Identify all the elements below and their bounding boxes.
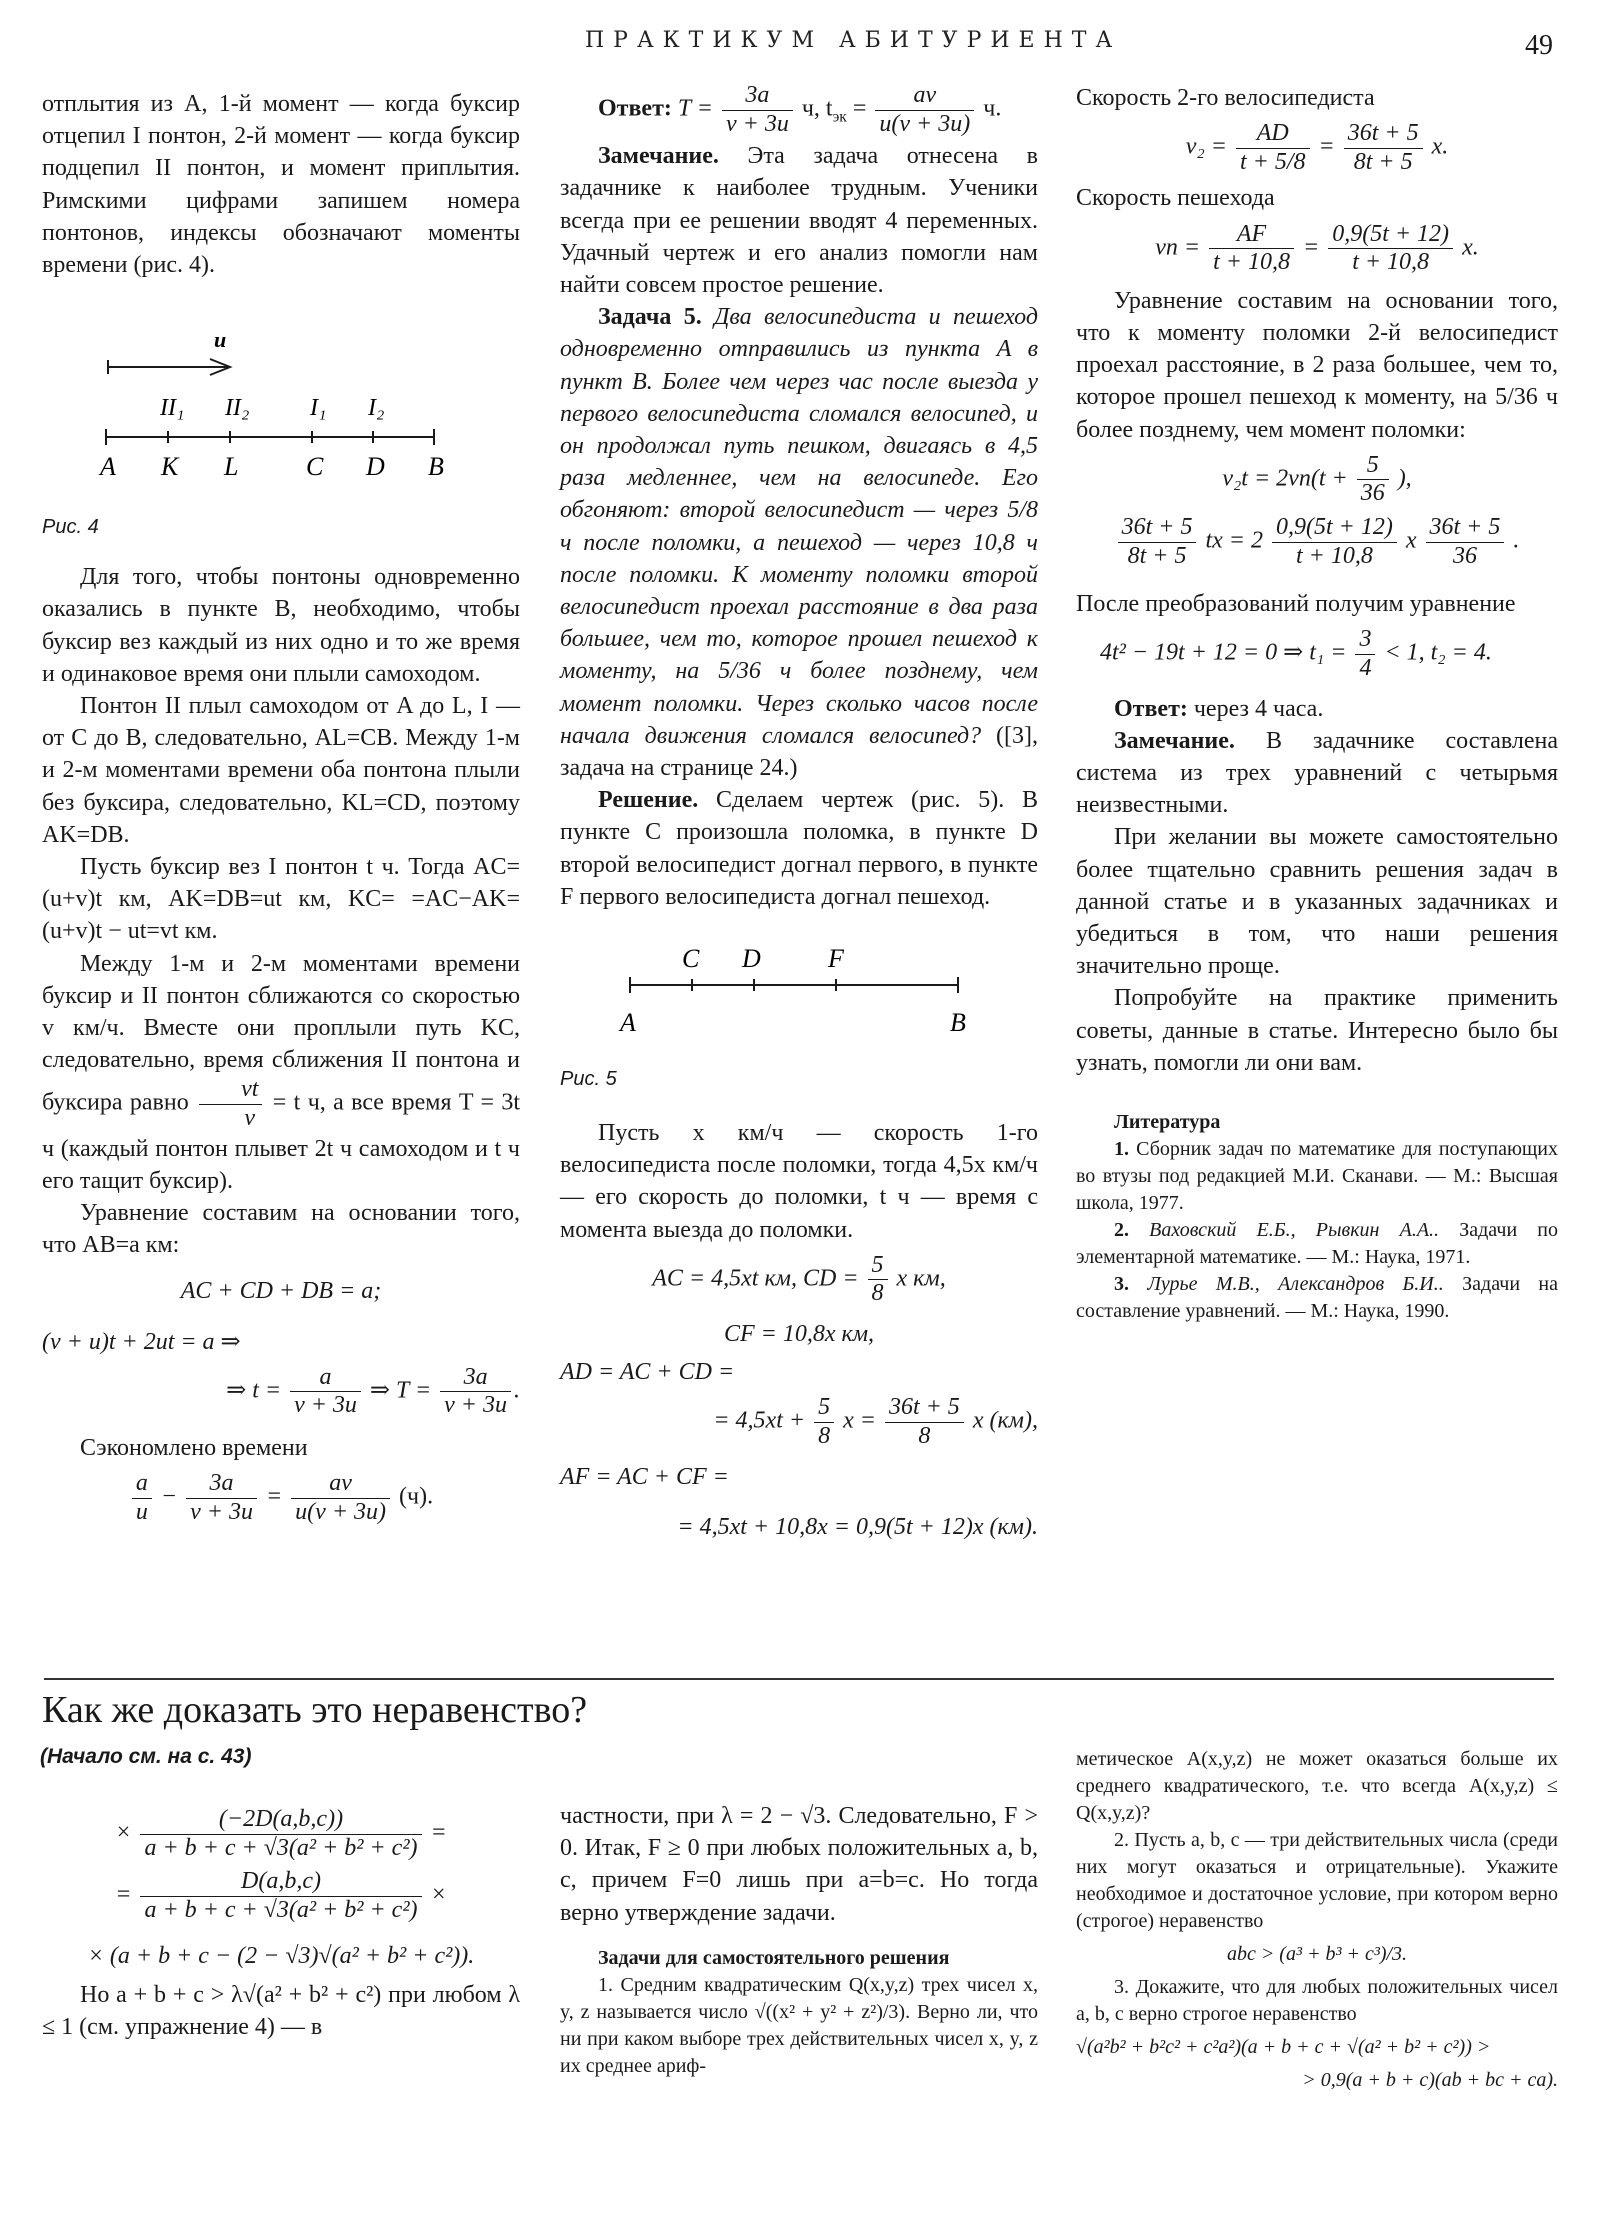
paragraph: Скорость пешехода [1076,185,1275,212]
reference-item: 3. Лурье М.В., Александров Б.И.. Задачи на составление уравнений. — М.: Наука, 1990. [1076,1273,1558,1322]
section2-column-3 [1076,1746,1558,2100]
svg-text:B: B [428,452,444,482]
paragraph: Пусть буксир вез I понтон t ч. Тогда AC=(u+v)t км, AK=DB=ut км, KC= =AC−AK=(u+v)t − ut=vt км. [42,854,520,945]
paragraph: Пусть x км/ч — скорость 1-го велосипедиста после поломки, тогда 4,5x км/ч — его скорость до поломки, t ч — время с момента выезда до поломки. [560,1120,1038,1243]
paragraph: Скорость 2-го велосипедиста [1076,85,1375,111]
fraction: $\frac{vt}{v}$ [199,1076,262,1132]
paragraph: Уравнение составим на основании того, что к моменту поломки 2-й велосипедист проехал расстояние, в 2 раза большее, чем то, которое прошел пешеход к моменту, на 5/36 ч более позднему, чем момент поломки: [1076,287,1558,443]
equation: 4t² − 19t + 12 = 0 ⇒ t₁ = $\frac{3}{4}$ < 1, t₂ = 4. [1100,626,1492,681]
equation: AC = 4,5xt км, CD = $\frac{5}{8}$ x км, [652,1251,946,1307]
figure-5-caption: Рис. 5 [560,1068,617,1091]
svg-text:C: C [306,452,324,482]
references [1076,1109,1558,1325]
svg-text:L: L [224,452,239,482]
equation: CF = 10,8x км, [723,1321,875,1348]
equation: abc > (a³ + b³ + c³)/3. [1226,1943,1408,1965]
figure-5-diagram [560,933,1038,1043]
svg-text:II₁: II₁ [160,395,185,422]
svg-text:F: F [828,944,844,974]
figure-4 [42,295,520,545]
intro-paragraph: отплытия из A, 1-й момент — когда буксир отцепил I понтон, 2-й момент — когда буксир подцепил II понтон, и момент приплытия. Римскими цифрами запишем номера понтонов, индексы обозначают моменты времени (рис. 4). [42,91,520,279]
task-2: 2. Пусть a, b, c — три действительных числа (среди них могут оказаться и отрицательные). Укажите необходимое и достаточное условие, при котором верно (строгое) неравенство [1076,1829,1558,1932]
equation-vp: vп = $\frac{AF}{t + 10,8}$ = $\frac{0,9(5t + 12)}{t + 10,8}$ x. [1155,220,1479,276]
answer-line: Ответ: T = $\frac{3a}{v + 3u}$ ч, $t_{эк}$ = $\frac{av}{u(v + 3u)}$ ч. [598,82,1002,137]
equation: AC + CD + DB = a; [180,1278,382,1305]
svg-text:B: B [950,1008,966,1038]
equation: (v + u)t + 2ut = a ⇒ [42,1328,241,1355]
column-2 [560,82,1038,1549]
task-5: Задача 5. Два велосипедиста и пешеход одновременно отправились из пункта A в пункт B. Более чем через час после выезда у первого велосипедиста сломался велосипед, и он продолжал путь пешком, двигаясь в 4,5 раза медленнее, чем на велосипеде. Его обгоняют: второй велосипедист — через 5/8 ч после поломки, а пешеход — через 10,8 ч после поломки. К моменту поломки второй велосипедист проехал расстояние в два раза большее, чем то, которое прошел пешеход к моменту, на 5/36 ч более позднему, чем момент поломки. Через сколько часов после начала движения сломался велосипед? ([3], задача на странице 24.) [560,304,1038,782]
svg-text:II₂: II₂ [225,395,250,422]
equation: > 0,9(a + b + c)(ab + bc + ca). [1302,2069,1558,2091]
equation: $\frac{36t + 5}{8t + 5}$ tx = 2 $\frac{0,9(5t + 12)}{t + 10,8}$ x $\frac{36t + 5}{36}$ . [1076,514,1558,570]
equation: × $\frac{(-2D(a,b,c))}{\text{a + b + c + √3(a² + b² + c²)}}$ = [115,1806,447,1861]
equation: AD = AC + CD = [560,1359,735,1386]
equation: v₂t = 2vп(t + $\frac{5}{36}$ ), [1222,451,1412,507]
figure-4-diagram [42,295,520,495]
solution: Решение. Сделаем чертеж (рис. 5). В пункте C произошла поломка, в пункте D второй велосипедист догнал первого, в пункте F первого велосипедиста догнал пешеход. [560,787,1038,910]
equation: × (a + b + c − (2 − √3)√(a² + b² + c²)). [87,1943,475,1970]
paragraph: После преобразований получим уравнение [1076,591,1516,618]
svg-text:I₂: I₂ [368,395,385,422]
paragraph: Для того, чтобы понтоны одновременно оказались в пункте B, необходимо, чтобы буксир вез каждый из них одно и то же время и одинаковое время они плыли самоходом. [42,564,520,687]
column-1 [42,88,520,1532]
svg-text:C: C [682,944,700,974]
column-3 [1076,82,1558,1325]
equation: AF = AC + CF = [560,1463,729,1490]
equation: = $\frac{D(a,b,c)}{\text{a + b + c + √3(a² + b² + c²)}}$ × [115,1868,447,1923]
svg-text:D: D [742,944,761,974]
references-title: Литература [1114,1111,1221,1133]
equation-saved-time: $\frac{a}{u}$ − $\frac{3a}{v + 3u}$ = $\frac{av}{u(v + 3u)}$ (ч). [42,1470,520,1526]
section2-column-2 [560,1800,1038,2080]
svg-text:K: K [161,452,179,482]
section-title: Как же доказать это неравенство? [42,1689,588,1731]
running-title: ПРАКТИКУМ АБИТУРИЕНТА [585,28,1122,53]
equation: √(a²b² + b²c² + c²a²)(a + b + c + √(a² + b² + c²)) > [1076,2036,1491,2058]
paragraph: Но a + b + c > λ√(a² + b² + c²) при любом λ ≤ 1 (см. упражнение 4) — в [42,1981,520,2040]
task-1: 1. Средним квадратическим Q(x,y,z) трех чисел x, y, z называется число √((x² + y² + z²)/3). Верно ли, что ни при каком выборе трех действительных чисел x, y, z их среднее ариф- [560,1973,1038,2077]
tasks-title: Задачи для самостоятельного решения [598,1946,950,1969]
figure-4-caption: Рис. 4 [42,516,99,539]
equation: ⇒ t = $\frac{a}{v + 3u}$ ⇒ T = $\frac{3a}{v + 3u}$ . [226,1363,520,1419]
equation: = 4,5xt + 10,8x = 0,9(5t + 12)x (км). [677,1513,1038,1540]
paragraph: Между 1-м и 2-м моментами времени буксир и II понтон сближаются со скоростью v км/ч. Вместе они проплыли путь KC, следовательно, время сближения II понтона и буксира равно $\frac{vt}{v}$ = t ч, а все время T = 3t ч (каждый понтон плывет 2t ч самоходом и t ч его тащит буксир). [42,950,521,1194]
equation-v2: v₂ = $\frac{AD}{t + 5/8}$ = $\frac{36t + 5}{8t + 5}$ x. [1185,120,1449,175]
paragraph: частности, при λ = 2 − √3. Следовательно, F > 0. Итак, F ≥ 0 при любых положительных a, b, c, причем F=0 лишь при a=b=c. Но тогда верно утверждение задачи. [560,1803,1038,1926]
task-1-cont: метическое A(x,y,z) не может оказаться больше их среднего квадратического, т.е. что всегда A(x,y,z) ≤ Q(x,y,z)? [1076,1748,1558,1824]
paragraph: Сэкономлено времени [80,1435,308,1462]
answer: Ответ: через 4 часа. [1114,695,1324,722]
reference-item: 2. Ваховский Е.Б., Рывкин А.А.. Задачи по элементарной математике. — М.: Наука, 1971. [1076,1219,1559,1268]
svg-text:I₁: I₁ [310,395,327,422]
svg-text:A: A [100,452,116,482]
paragraph: Попробуйте на практике применить советы, данные в статье. Интересно было бы узнать, помогли ли они вам. [1076,985,1558,1076]
svg-text:u: u [214,327,227,353]
equation: = 4,5xt + $\frac{5}{8}$ x = $\frac{36t + 5}{8}$ x (км), [713,1394,1038,1450]
page-number: 49 [1525,30,1553,61]
figure-5 [560,933,1038,1093]
section-divider [44,1678,1554,1680]
section-subtitle: (Начало см. на с. 43) [40,1745,252,1768]
task-3: 3. Докажите, что для любых положительных чисел a, b, c верно строгое неравенство [1076,1976,1558,2025]
reference-item: 1. Сборник задач по математике для поступающих во втузы под редакцией М.И. Сканави. — М.: Высшая школа, 1977. [1076,1138,1559,1214]
section2-column-1 [42,1800,520,2043]
svg-text:D: D [366,452,385,482]
paragraph: Уравнение составим на основании того, что AB=a км: [42,1200,520,1259]
svg-text:A: A [620,1008,636,1038]
paragraph: При желании вы можете самостоятельно более тщательно сравнить решения задач в данной статье и в указанных задачниках и убедиться в том, что наши решения значительно проще. [1076,824,1558,980]
paragraph: Понтон II плыл самоходом от A до L, I — от C до B, следовательно, AL=CB. Между 1-м и 2-м моментами времени оба понтона плыли без буксира, следовательно, KL=CD, поэтому AK=DB. [42,693,520,848]
remark: Замечание. Эта задача отнесена в задачнике к наиболее трудным. Ученики всегда при ее решении вводят 4 переменных. Удачный чертеж и его анализ помогли нам найти совсем простое решение. [560,143,1038,298]
remark: Замечание. В задачнике составлена система из трех уравнений с четырьмя неизвестными. [1076,727,1558,819]
